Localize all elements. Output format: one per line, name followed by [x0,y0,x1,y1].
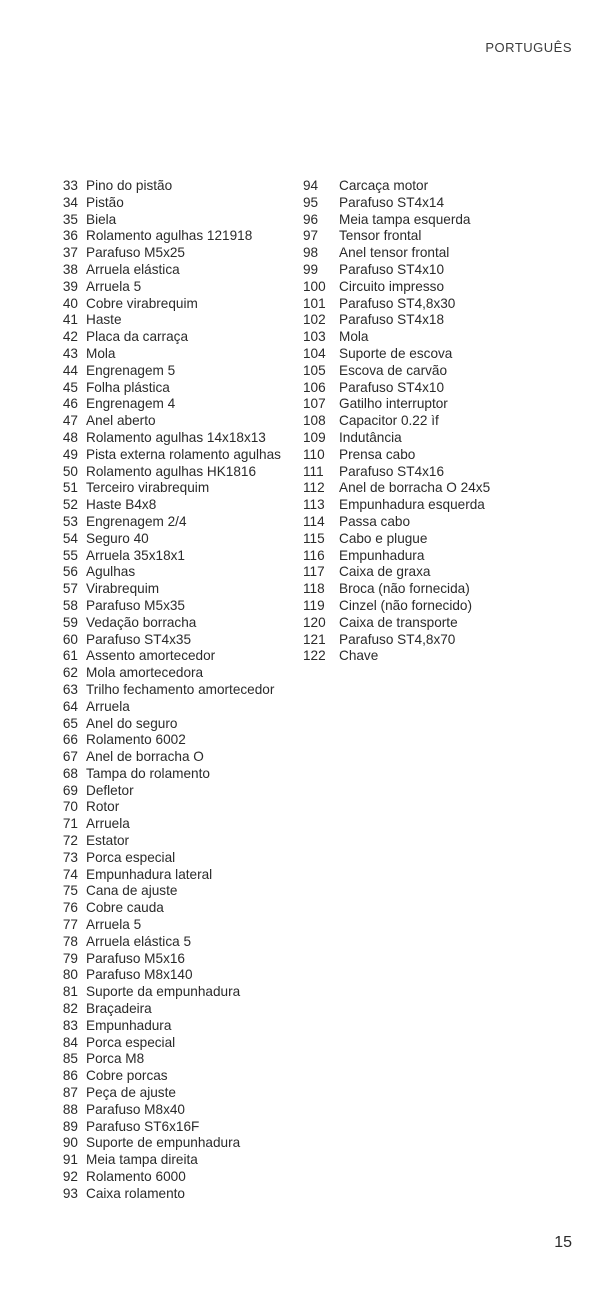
parts-list-item [303,279,573,296]
parts-list-item [303,464,573,481]
part-number: 67 [62,749,78,765]
parts-list-item [48,447,298,464]
part-number: 107 [303,396,326,412]
parts-list-item [48,413,298,430]
part-name: Rolamento agulhas 121918 [86,228,253,244]
part-number: 37 [62,245,78,261]
part-name: Arruela [86,698,130,714]
part-name: Braçadeira [86,1001,152,1017]
part-name: Rolamento 6000 [86,1169,186,1185]
parts-list-item [48,716,298,733]
parts-list-item [48,648,298,665]
parts-list-item [303,363,573,380]
part-name: Carcaça motor [339,178,429,193]
part-name: Broca (não fornecida) [339,581,470,597]
part-number: 56 [62,564,78,580]
parts-list-item [48,749,298,766]
part-name: Cobre cauda [86,900,164,916]
part-number: 79 [62,950,78,966]
part-number: 39 [62,278,78,294]
parts-list-item [303,312,573,329]
part-number: 48 [62,429,78,445]
part-name: Biela [86,211,117,227]
part-name: Porca M8 [86,1051,145,1067]
parts-list-item [48,833,298,850]
part-number: 53 [62,513,78,529]
part-name: Anel do seguro [86,715,178,731]
part-name: Caixa de graxa [339,564,431,580]
part-number: 72 [62,833,78,849]
part-name: Parafuso ST4,8x30 [339,295,456,311]
parts-list-item [48,967,298,984]
part-number: 108 [303,413,326,429]
parts-list-item [48,514,298,531]
part-number: 52 [62,497,78,513]
parts-list-item [48,682,298,699]
parts-list-item [48,296,298,313]
part-name: Terceiro virabrequim [86,480,210,496]
parts-list-item [48,380,298,397]
parts-list-item [303,329,573,346]
part-name: Passa cabo [339,513,411,529]
part-number: 106 [303,379,326,395]
parts-list-item [48,665,298,682]
part-number: 33 [62,178,78,193]
parts-list-item [303,581,573,598]
parts-list-item [48,430,298,447]
part-number: 47 [62,413,78,429]
parts-list-item [303,380,573,397]
parts-list-item [303,195,573,212]
part-name: Parafuso ST4x35 [86,631,192,647]
parts-list-item [48,346,298,363]
part-number: 89 [62,1118,78,1134]
part-name: Meia tampa direita [86,1152,198,1168]
parts-list-item [303,262,573,279]
part-name: Arruela elástica 5 [86,933,192,949]
parts-list-item [48,228,298,245]
parts-list-item [48,632,298,649]
part-name: Estator [86,833,130,849]
part-number: 38 [62,261,78,277]
part-name: Haste [86,312,122,328]
part-name: Parafuso ST4x10 [339,261,445,277]
part-number: 63 [62,681,78,697]
parts-list-right [303,178,573,665]
part-number: 94 [303,178,319,193]
part-number: 34 [62,194,78,210]
part-name: Parafuso ST4x18 [339,312,445,328]
part-number: 111 [303,463,324,479]
part-number: 74 [62,866,78,882]
parts-list-item [48,548,298,565]
part-name: Caixa rolamento [86,1185,185,1201]
part-name: Mola amortecedora [86,665,204,681]
parts-list-item [303,480,573,497]
part-name: Mola [86,345,116,361]
part-number: 64 [62,698,78,714]
part-name: Porca especial [86,1034,176,1050]
part-number: 45 [62,379,78,395]
part-number: 114 [303,513,325,529]
part-number: 90 [62,1135,78,1151]
part-number: 68 [62,765,78,781]
part-number: 104 [303,345,326,361]
part-number: 55 [62,547,78,563]
parts-list-item [303,245,573,262]
part-number: 50 [62,463,78,479]
part-name: Gatilho interruptor [339,396,448,412]
parts-list-item [48,917,298,934]
parts-list-item [303,413,573,430]
parts-list-left [48,178,298,1203]
part-number: 120 [303,614,326,630]
parts-list-item [303,598,573,615]
part-number: 91 [62,1152,78,1168]
parts-list-item [303,396,573,413]
part-name: Cinzel (não fornecido) [339,597,472,613]
part-name: Peça de ajuste [86,1085,176,1101]
parts-list-item [48,581,298,598]
part-number: 41 [62,312,78,328]
part-name: Arruela 5 [86,278,142,294]
part-name: Seguro 40 [86,530,149,546]
parts-list-item [48,329,298,346]
part-name: Parafuso M5x25 [86,245,185,261]
part-name: Anel tensor frontal [339,245,450,261]
part-name: Anel de borracha O 24x5 [339,480,491,496]
part-number: 76 [62,900,78,916]
parts-list-item [48,363,298,380]
part-number: 109 [303,429,326,445]
part-number: 97 [303,228,319,244]
part-number: 65 [62,715,78,731]
part-number: 49 [62,446,78,462]
part-name: Circuito impresso [339,278,444,294]
part-name: Empunhadura lateral [86,866,213,882]
part-number: 66 [62,732,78,748]
parts-list-item [48,934,298,951]
part-number: 69 [62,782,78,798]
parts-list-item [48,564,298,581]
parts-list-item [48,497,298,514]
part-name: Haste B4x8 [86,497,157,513]
parts-list-item [48,312,298,329]
parts-list-item [48,396,298,413]
part-number: 35 [62,211,78,227]
parts-list-item [303,514,573,531]
part-name: Prensa cabo [339,446,416,462]
part-name: Caixa de transporte [339,614,458,630]
part-number: 84 [62,1034,78,1050]
parts-list-item [48,279,298,296]
parts-list-item [48,1135,298,1152]
parts-list-item [48,783,298,800]
parts-list-item [48,245,298,262]
parts-list-item [303,346,573,363]
parts-list-item [48,1068,298,1085]
part-number: 105 [303,362,326,378]
part-name: Cobre porcas [86,1068,168,1084]
part-name: Virabrequim [86,581,160,597]
parts-list-item [48,1119,298,1136]
part-number: 44 [62,362,78,378]
part-name: Trilho fechamento amortecedor [86,681,275,697]
part-name: Engrenagem 5 [86,362,176,378]
part-number: 86 [62,1068,78,1084]
part-name: Rolamento 6002 [86,732,186,748]
part-name: Rolamento agulhas HK1816 [86,463,257,479]
part-name: Pistão [86,194,124,210]
part-name: Mola [339,329,369,345]
parts-list-item [48,850,298,867]
parts-list-item [48,799,298,816]
part-number: 59 [62,614,78,630]
part-number: 88 [62,1101,78,1117]
parts-list-item [303,531,573,548]
part-number: 122 [303,648,326,664]
part-name: Escova de carvão [339,362,448,378]
part-number: 101 [303,295,326,311]
page-header-language: PORTUGUÊS [485,40,572,55]
part-name: Tensor frontal [339,228,422,244]
part-name: Placa da carraça [86,329,189,345]
part-name: Agulhas [86,564,136,580]
parts-list-item [48,1152,298,1169]
part-name: Engrenagem 4 [86,396,176,412]
part-name: Pino do pistão [86,178,173,193]
parts-list-item [48,867,298,884]
part-number: 57 [62,581,78,597]
parts-list-item [303,564,573,581]
part-name: Parafuso M8x40 [86,1101,185,1117]
part-number: 99 [303,261,319,277]
part-name: Cana de ajuste [86,883,178,899]
parts-list-item [48,615,298,632]
parts-list-item [303,178,573,195]
part-name: Indutância [339,429,402,445]
part-number: 92 [62,1169,78,1185]
parts-list-item [303,497,573,514]
part-number: 80 [62,967,78,983]
parts-list-item [303,228,573,245]
part-name: Porca especial [86,849,176,865]
part-name: Pista externa rolamento agulhas [86,446,281,462]
part-number: 78 [62,933,78,949]
parts-list-item [48,531,298,548]
part-number: 121 [303,631,326,647]
part-number: 62 [62,665,78,681]
part-name: Meia tampa esquerda [339,211,471,227]
part-number: 60 [62,631,78,647]
parts-list-item [48,212,298,229]
parts-list-item [48,262,298,279]
parts-list-item [48,1186,298,1203]
parts-list-item [48,1102,298,1119]
part-number: 75 [62,883,78,899]
part-number: 87 [62,1085,78,1101]
part-number: 40 [62,295,78,311]
part-number: 112 [303,480,325,496]
parts-list-item [303,296,573,313]
part-name: Suporte da empunhadura [86,984,241,1000]
part-name: Parafuso ST4x10 [339,379,445,395]
parts-list-item [48,598,298,615]
part-name: Arruela 35x18x1 [86,547,185,563]
part-name: Parafuso ST6x16F [86,1118,200,1134]
part-number: 77 [62,917,78,933]
parts-list-item [48,195,298,212]
part-number: 71 [62,816,78,832]
part-number: 116 [303,547,325,563]
parts-list-item [48,1169,298,1186]
parts-list-item [48,732,298,749]
part-number: 61 [62,648,78,664]
part-number: 54 [62,530,78,546]
part-number: 95 [303,194,319,210]
part-number: 58 [62,597,78,613]
part-name: Folha plástica [86,379,170,395]
parts-list-item [48,900,298,917]
part-name: Arruela 5 [86,917,142,933]
part-name: Vedação borracha [86,614,197,630]
parts-list-item [48,984,298,1001]
part-number: 82 [62,1001,78,1017]
part-number: 83 [62,1017,78,1033]
part-number: 98 [303,245,319,261]
part-number: 46 [62,396,78,412]
part-name: Parafuso M5x16 [86,950,185,966]
parts-list-item [48,1051,298,1068]
part-name: Cabo e plugue [339,530,428,546]
part-number: 102 [303,312,326,328]
part-name: Capacitor 0.22 ìf [339,413,439,429]
part-name: Anel de borracha O [86,749,204,765]
part-number: 51 [62,480,78,496]
part-number: 100 [303,278,326,294]
parts-list-item [303,648,573,665]
part-number: 117 [303,564,325,580]
part-name: Rotor [86,799,120,815]
parts-list-item [303,447,573,464]
part-name: Parafuso ST4x14 [339,194,445,210]
part-name: Chave [339,648,379,664]
part-number: 113 [303,497,325,513]
parts-list-item [48,766,298,783]
part-number: 115 [303,530,325,546]
parts-list-item [48,464,298,481]
part-name: Arruela [86,816,130,832]
part-number: 93 [62,1185,78,1201]
part-name: Empunhadura esquerda [339,497,485,513]
part-name: Parafuso M5x35 [86,597,185,613]
part-number: 43 [62,345,78,361]
parts-list-item [48,1035,298,1052]
parts-list-item [48,480,298,497]
part-number: 110 [303,446,325,462]
part-name: Parafuso ST4,8x70 [339,631,456,647]
parts-list-item [48,178,298,195]
part-name: Suporte de empunhadura [86,1135,241,1151]
part-number: 81 [62,984,78,1000]
parts-list-item [48,1001,298,1018]
part-name: Engrenagem 2/4 [86,513,187,529]
part-name: Parafuso ST4x16 [339,463,445,479]
parts-list-item [303,430,573,447]
part-name: Cobre virabrequim [86,295,198,311]
part-name: Anel aberto [86,413,156,429]
parts-list-item [48,699,298,716]
part-number: 119 [303,597,325,613]
part-number: 42 [62,329,78,345]
parts-list-item [303,212,573,229]
part-number: 36 [62,228,78,244]
part-number: 103 [303,329,326,345]
part-name: Tampa do rolamento [86,765,210,781]
part-number: 85 [62,1051,78,1067]
part-name: Arruela elástica [86,261,180,277]
parts-list-item [303,615,573,632]
part-name: Assento amortecedor [86,648,216,664]
parts-list-item [48,1085,298,1102]
parts-list-item [303,548,573,565]
parts-list-item [303,632,573,649]
parts-list-item [48,1018,298,1035]
part-number: 73 [62,849,78,865]
parts-list-item [48,816,298,833]
part-name: Empunhadura [339,547,425,563]
part-number: 96 [303,211,319,227]
parts-list-item [48,883,298,900]
part-number: 118 [303,581,325,597]
part-name: Defletor [86,782,134,798]
part-name: Empunhadura [86,1017,172,1033]
part-name: Suporte de escova [339,345,453,361]
part-name: Rolamento agulhas 14x18x13 [86,429,266,445]
parts-list-item [48,951,298,968]
page-number: 15 [554,1234,572,1251]
part-name: Parafuso M8x140 [86,967,193,983]
part-number: 70 [62,799,78,815]
